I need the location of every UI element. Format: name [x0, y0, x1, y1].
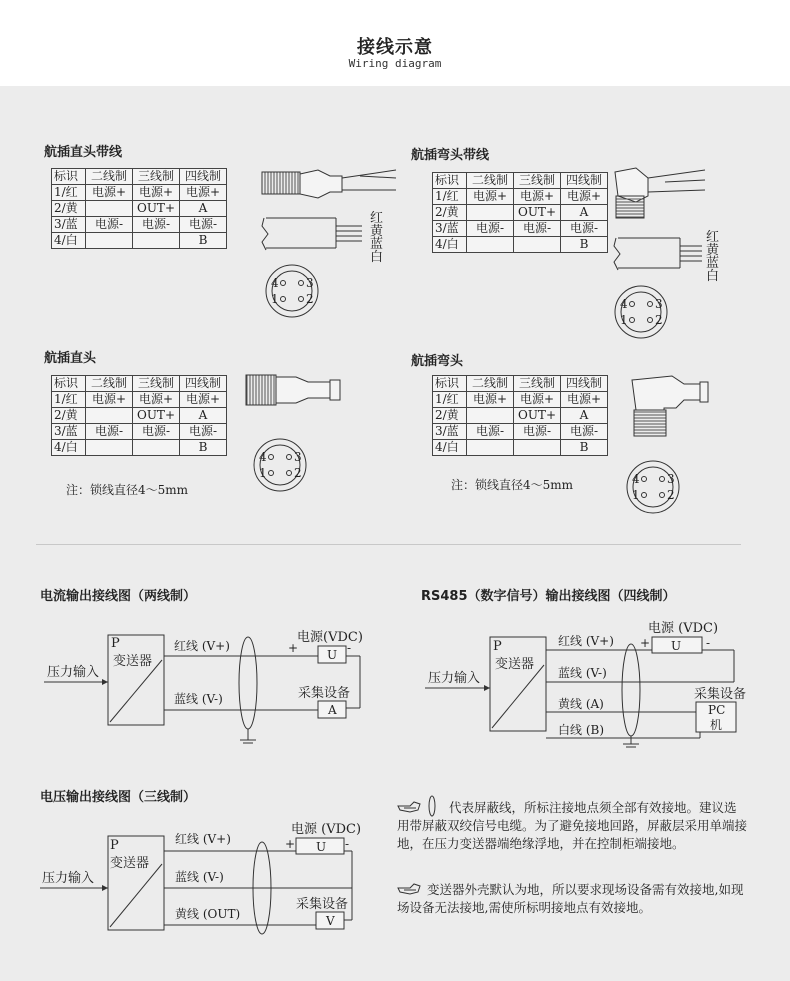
- input-label: 压力输入: [428, 671, 481, 686]
- table-cell: 3/蓝: [433, 424, 467, 440]
- table-cell: 电源+: [133, 185, 180, 201]
- table-header-cell: 标识: [433, 376, 467, 392]
- pin-label: 2: [655, 313, 663, 327]
- table-header-cell: 四线制: [180, 169, 227, 185]
- plus-label: +: [640, 636, 651, 650]
- acq-label: 采集设备: [296, 897, 349, 912]
- pc-label: 机: [710, 718, 723, 732]
- table-cell: 电源+: [467, 392, 514, 408]
- table-cell: 1/红: [52, 392, 86, 408]
- table-cell: B: [561, 440, 608, 456]
- table-cell: 电源+: [467, 189, 514, 205]
- minus-label: -: [706, 636, 711, 650]
- wire-label: 蓝线 (V-): [558, 666, 607, 680]
- wire-color-label: 白: [370, 250, 384, 265]
- table-cell: 电源-: [180, 424, 227, 440]
- section-title-bent: 航插弯头: [411, 354, 464, 369]
- wire-label: 蓝线 (V-): [174, 692, 223, 706]
- table-cell: 电源+: [180, 392, 227, 408]
- u-label: U: [327, 648, 338, 662]
- table-cell: 电源-: [467, 221, 514, 237]
- pin-label: 1: [271, 292, 279, 306]
- table-cell: OUT+: [133, 201, 180, 217]
- wire-color-label: 红: [370, 211, 384, 226]
- table-header-cell: 标识: [433, 173, 467, 189]
- pin-label: 1: [620, 313, 628, 327]
- table-header-cell: 二线制: [86, 376, 133, 392]
- page-subtitle: Wiring diagram: [348, 57, 442, 70]
- table-cell: 4/白: [52, 440, 86, 456]
- lock-note-right: 注：锁线直径4～5mm: [451, 478, 574, 492]
- minus-label: -: [345, 837, 350, 851]
- table-header-cell: 三线制: [514, 376, 561, 392]
- wire-label: 白线 (B): [558, 723, 604, 737]
- table-cell: 电源-: [514, 424, 561, 440]
- acq-label: 采集设备: [298, 686, 351, 701]
- table-cell: 电源-: [561, 221, 608, 237]
- diagram-title: RS485（数字信号）输出接线图（四线制）: [421, 589, 676, 604]
- pin-label: 4: [259, 450, 267, 464]
- pin-label: 2: [306, 292, 314, 306]
- table-cell: A: [561, 408, 608, 424]
- v-label: V: [326, 914, 335, 928]
- table-cell: 电源+: [180, 185, 227, 201]
- table-cell: 3/蓝: [52, 424, 86, 440]
- table-cell: 电源-: [133, 217, 180, 233]
- table-cell: OUT+: [514, 408, 561, 424]
- voltage-output-diagram: [40, 789, 361, 934]
- table-cell: 电源-: [133, 424, 180, 440]
- pin-diagram-4: [627, 461, 679, 513]
- table-header-cell: 标识: [52, 376, 86, 392]
- wire-label: 红线 (V+): [558, 634, 614, 648]
- section-title-straight: 航插直头: [44, 351, 97, 366]
- power-label: 电源 (VDC): [291, 822, 362, 837]
- pin-label: 2: [294, 466, 302, 480]
- plus-label: +: [288, 641, 299, 655]
- table-cell: 1/红: [433, 392, 467, 408]
- wire-label: 红线 (V+): [174, 639, 230, 653]
- straight-connector-drawing: [246, 375, 340, 405]
- table-header-cell: 三线制: [133, 376, 180, 392]
- table-header-cell: 二线制: [467, 376, 514, 392]
- pin-label: 4: [271, 276, 279, 290]
- wire-label: 黄线 (A): [558, 697, 604, 711]
- table-cell: 电源-: [86, 424, 133, 440]
- lock-note-left: 注：锁线直径4～5mm: [66, 483, 189, 497]
- pin-label: 4: [632, 472, 640, 486]
- table-cell: 2/黄: [433, 408, 467, 424]
- transmitter-label: 变送器: [113, 654, 153, 669]
- minus-label: -: [347, 641, 352, 655]
- wire-colors-straight: [370, 211, 384, 265]
- table-cell: B: [180, 233, 227, 249]
- table-header-cell: 四线制: [180, 376, 227, 392]
- p-label: P: [493, 639, 502, 654]
- table-cell: 电源+: [561, 392, 608, 408]
- table-cell: 电源+: [514, 189, 561, 205]
- bent-connector-cable-drawing: [614, 168, 705, 270]
- table-cell: 电源+: [86, 392, 133, 408]
- table-cell: OUT+: [514, 205, 561, 221]
- table-cell: 电源-: [86, 217, 133, 233]
- table-cell: 3/蓝: [52, 217, 86, 233]
- pin-label: 4: [620, 297, 628, 311]
- diagram-title: 电流输出接线图（两线制）: [40, 589, 197, 604]
- a-label: A: [328, 703, 337, 717]
- pin-diagram-3: [254, 439, 306, 491]
- wire-color-label: 蓝: [706, 256, 720, 271]
- table-cell: 3/蓝: [433, 221, 467, 237]
- table-cell: 1/红: [433, 189, 467, 205]
- table-cell: A: [180, 201, 227, 217]
- pin-label: 3: [655, 297, 663, 311]
- section-title-bent-cable: 航插弯头带线: [411, 148, 490, 163]
- pin-label: 3: [667, 472, 675, 486]
- table-cell: 电源+: [133, 392, 180, 408]
- diagram-title: 电压输出接线图（三线制）: [40, 790, 197, 805]
- wire-color-label: 白: [706, 269, 720, 284]
- acq-label: 采集设备: [694, 687, 747, 702]
- pin-diagram-1: [266, 265, 318, 317]
- pin-label: 2: [667, 488, 675, 502]
- wire-colors-bent: [706, 230, 720, 284]
- rs485-output-diagram: [421, 588, 746, 747]
- table-cell: 电源+: [86, 185, 133, 201]
- p-label: P: [111, 636, 120, 651]
- table-cell: 4/白: [52, 233, 86, 249]
- power-label: 电源(VDC): [297, 630, 363, 645]
- pin-label: 1: [632, 488, 640, 502]
- table-cell: 电源+: [514, 392, 561, 408]
- pin-label: 3: [306, 276, 314, 290]
- wire-color-label: 红: [706, 230, 720, 245]
- wire-color-label: 黄: [370, 224, 384, 239]
- current-output-diagram: [40, 588, 363, 743]
- wire-color-label: 黄: [706, 243, 720, 258]
- table-cell: 2/黄: [433, 205, 467, 221]
- u-label: U: [316, 840, 327, 854]
- wire-label: 蓝线 (V-): [175, 870, 224, 884]
- housing-note: 变送器外壳默认为地，所以要求现场设备需有效接地,如现场设备无法接地,需使所标明接地点有效接地。: [397, 882, 744, 915]
- table-header-cell: 二线制: [467, 173, 514, 189]
- table-cell: 电源+: [561, 189, 608, 205]
- table-cell: OUT+: [133, 408, 180, 424]
- table-header-cell: 标识: [52, 169, 86, 185]
- table-cell: 2/黄: [52, 201, 86, 217]
- table-cell: 1/红: [52, 185, 86, 201]
- bent-connector-drawing: [632, 376, 708, 436]
- table-cell: 电源-: [561, 424, 608, 440]
- table-cell: A: [561, 205, 608, 221]
- table-cell: 电源-: [514, 221, 561, 237]
- pin-label: 1: [259, 466, 267, 480]
- table-header-cell: 二线制: [86, 169, 133, 185]
- table-header-cell: 四线制: [561, 376, 608, 392]
- table-cell: B: [180, 440, 227, 456]
- power-label: 电源 (VDC): [648, 621, 719, 636]
- p-label: P: [110, 838, 119, 853]
- wire-label: 红线 (V+): [175, 832, 231, 846]
- table-cell: 4/白: [433, 237, 467, 253]
- pin-diagram-2: [615, 286, 667, 338]
- input-label: 压力输入: [47, 665, 100, 680]
- transmitter-label: 变送器: [110, 856, 150, 871]
- u-label: U: [671, 639, 682, 653]
- wire-color-label: 蓝: [370, 237, 384, 252]
- pc-label: PC: [708, 703, 726, 717]
- table-cell: A: [180, 408, 227, 424]
- table-cell: B: [561, 237, 608, 253]
- table-header-cell: 三线制: [514, 173, 561, 189]
- section-title-straight-cable: 航插直头带线: [44, 145, 123, 160]
- table-header-cell: 三线制: [133, 169, 180, 185]
- table-cell: 4/白: [433, 440, 467, 456]
- transmitter-label: 变送器: [495, 657, 535, 672]
- page-title: 接线示意: [357, 37, 433, 58]
- wire-label: 黄线 (OUT): [175, 907, 241, 921]
- table-cell: 2/黄: [52, 408, 86, 424]
- table-cell: 电源-: [180, 217, 227, 233]
- table-cell: 电源-: [467, 424, 514, 440]
- shield-note: 代表屏蔽线，所标注接地点须全部有效接地。建议选用带屏蔽双绞信号电缆。为了避免接地回路，屏蔽层采用单端接地，在压力变送器端绝缘浮地，并在控制柜端接地。: [397, 800, 748, 851]
- pin-label: 3: [294, 450, 302, 464]
- plus-label: +: [285, 837, 296, 851]
- table-header-cell: 四线制: [561, 173, 608, 189]
- input-label: 压力输入: [42, 871, 95, 886]
